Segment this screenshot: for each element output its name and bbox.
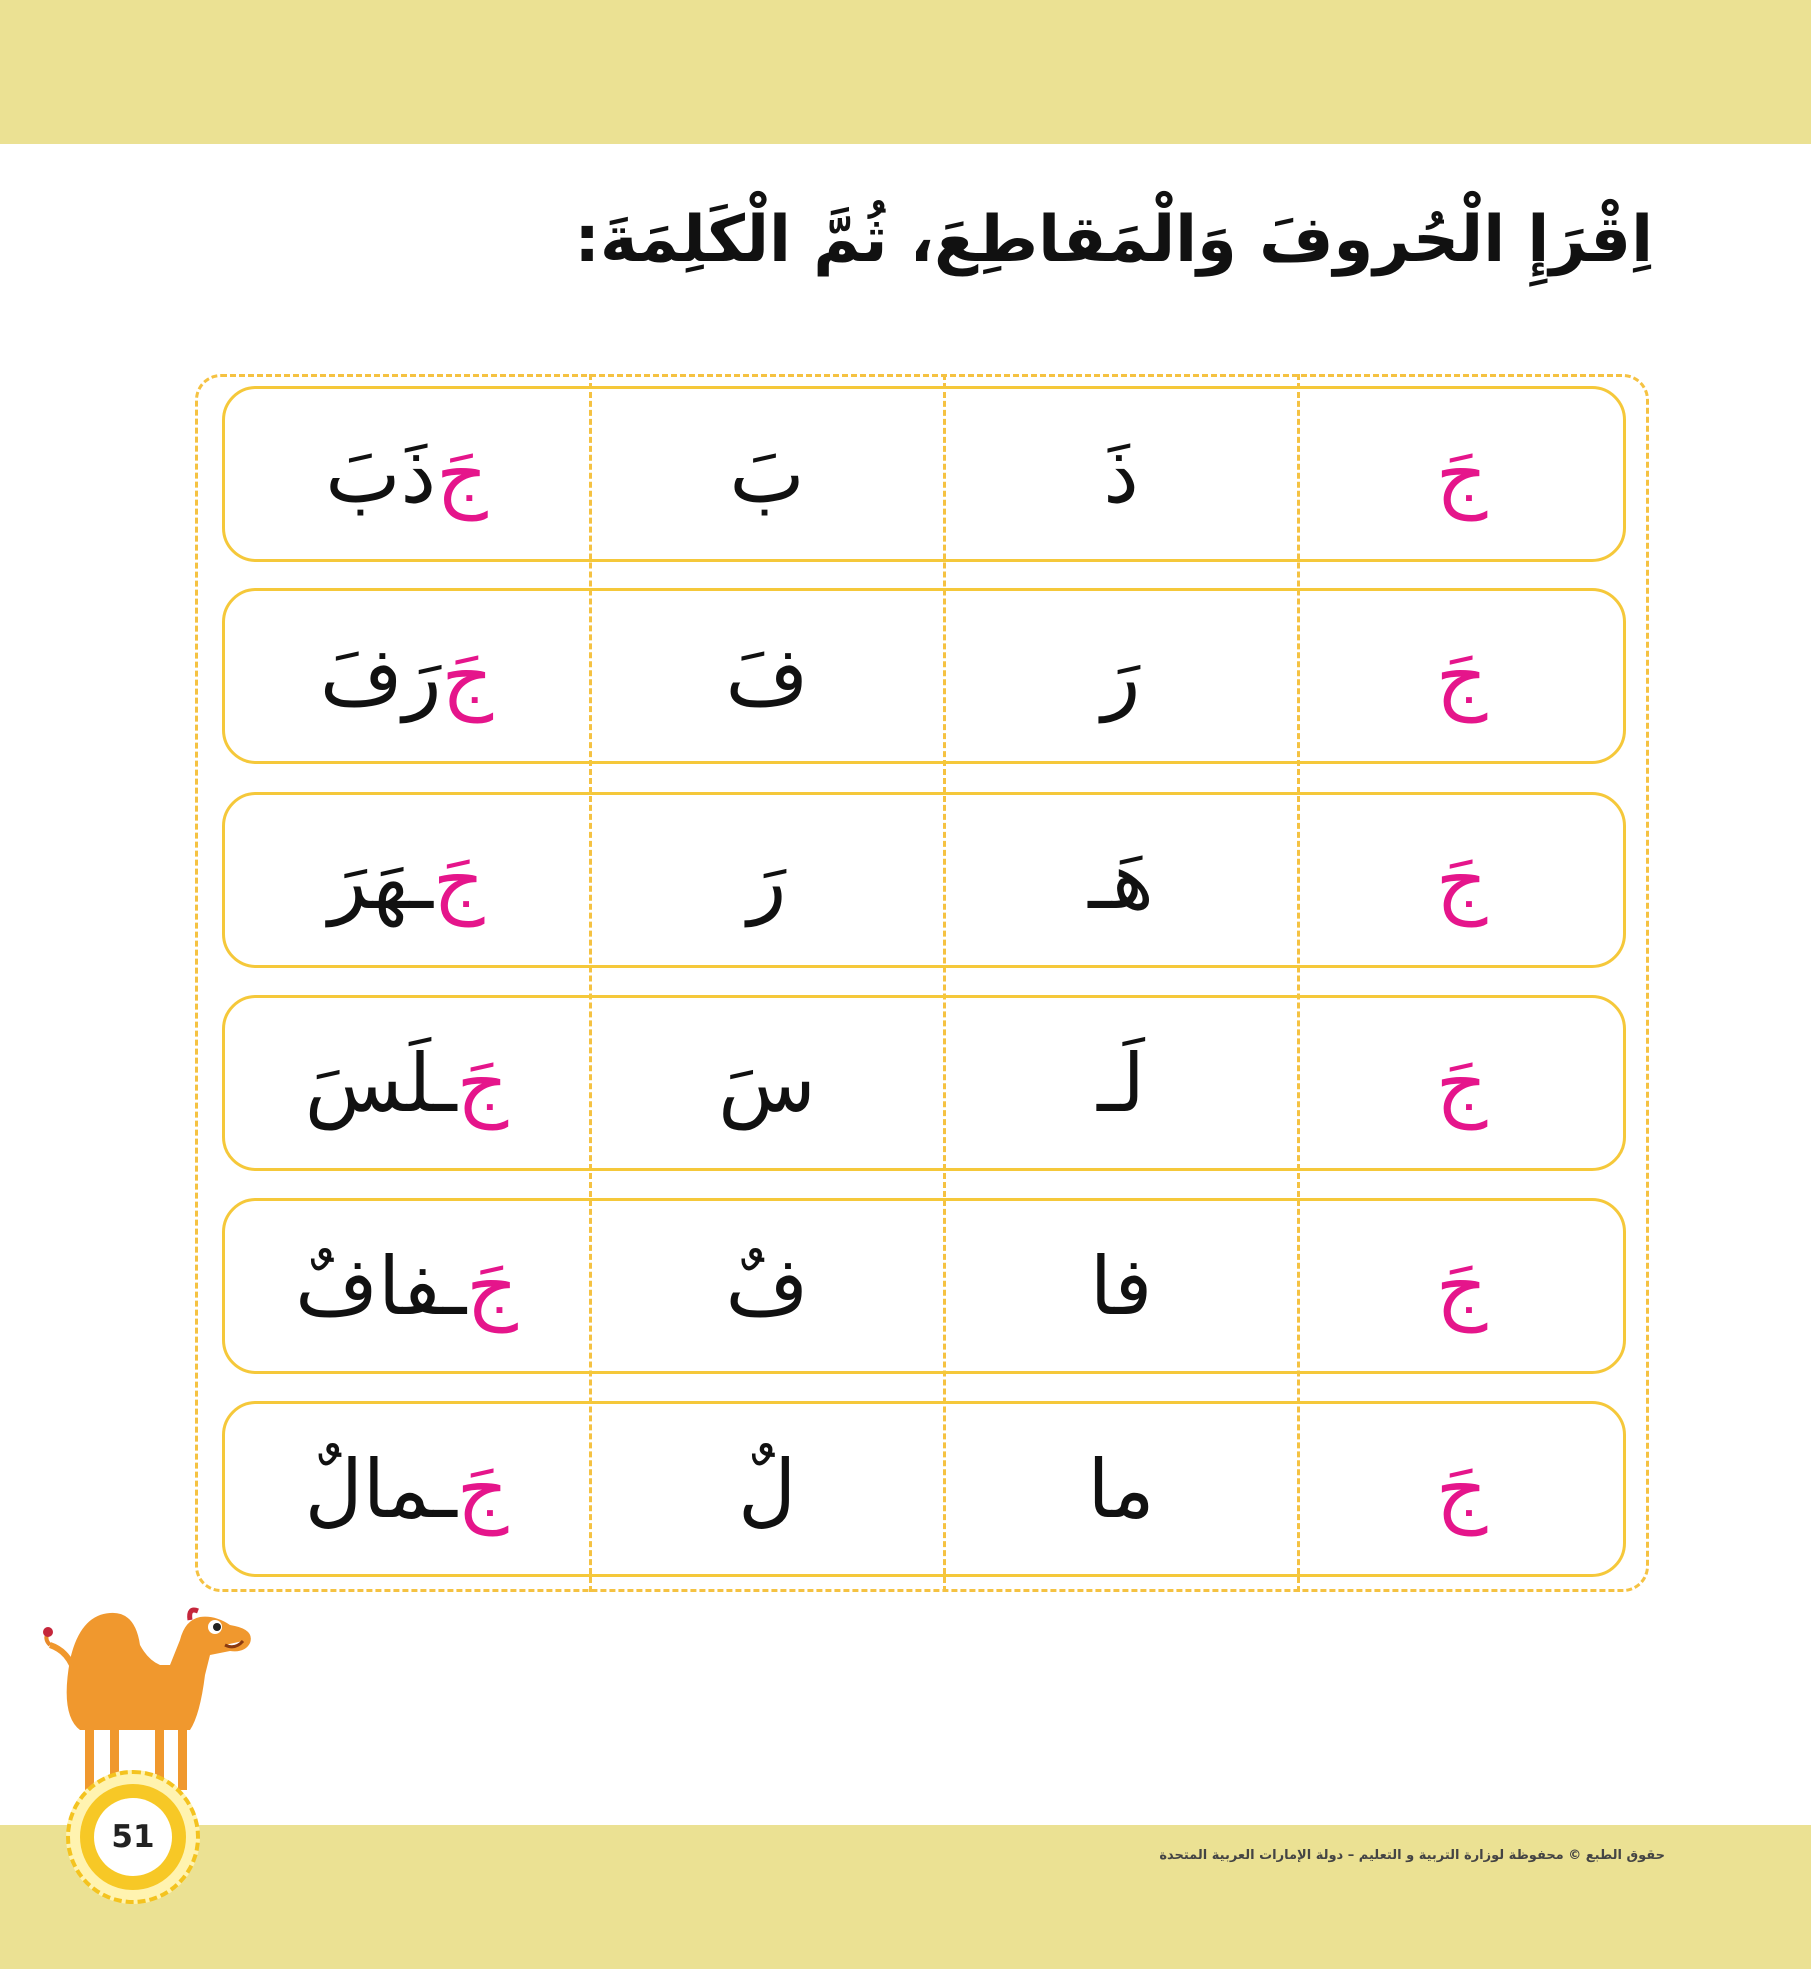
page-number-badge bbox=[66, 1770, 200, 1904]
syllable-cell: ما bbox=[1087, 1442, 1155, 1536]
instruction-heading: اِقْرَإِ الْحُروفَ وَالْمَقاطِعَ، ثُمَّ الْكَلِمَةَ: bbox=[574, 203, 1653, 277]
letter-cell: جَ bbox=[1435, 427, 1488, 521]
word-cell bbox=[224, 1198, 589, 1374]
word-prefix: جَ bbox=[456, 1036, 509, 1130]
word-cell bbox=[224, 386, 589, 562]
syllable-cell: رَ bbox=[1101, 629, 1141, 723]
syllable-cell: فَ bbox=[725, 629, 809, 723]
letter-cell: جَ bbox=[1435, 629, 1488, 723]
footer-band bbox=[0, 1825, 1811, 1969]
word-cell bbox=[224, 995, 589, 1171]
word-prefix: جَ bbox=[456, 1442, 509, 1536]
syllable-cell: رَ bbox=[747, 833, 787, 927]
letter-cell: جَ bbox=[1435, 1036, 1488, 1130]
letter-cell: جَ bbox=[1435, 833, 1488, 927]
word-cell bbox=[224, 1401, 589, 1577]
syllable-cell: بَ bbox=[729, 427, 805, 521]
page-number: 51 bbox=[94, 1798, 172, 1876]
letter-cell: جَ bbox=[1435, 1442, 1488, 1536]
word-rest: ـمالٌ bbox=[304, 1442, 457, 1536]
word-rest: رَفَ bbox=[319, 629, 442, 723]
syllable-cell: ذَ bbox=[1103, 427, 1139, 521]
word-prefix: جَ bbox=[466, 1239, 518, 1333]
syllable-cell: سَ bbox=[718, 1036, 816, 1130]
syllable-cell: فا bbox=[1089, 1239, 1153, 1333]
word-prefix: جَ bbox=[432, 833, 485, 927]
camel-icon bbox=[40, 1605, 280, 1795]
syllable-cell: لَـ bbox=[1097, 1036, 1145, 1130]
word-cell bbox=[224, 792, 589, 968]
header-band bbox=[0, 0, 1811, 144]
letter-cell: جَ bbox=[1435, 1239, 1488, 1333]
copyright-notice: حقوق الطبع © محفوظة لوزارة التربية و التعليم – دولة الإمارات العربية المتحدة bbox=[1159, 1848, 1665, 1863]
word-rest: ذَبَ bbox=[325, 427, 437, 521]
word-rest: ـلَسَ bbox=[304, 1036, 457, 1130]
syllable-cell: هَـ bbox=[1088, 833, 1154, 927]
syllable-cell: فٌ bbox=[725, 1239, 809, 1333]
word-prefix: جَ bbox=[436, 427, 488, 521]
page-number-ring bbox=[80, 1784, 186, 1890]
word-rest: ـهَرَ bbox=[328, 833, 433, 927]
word-rest: ـفافٌ bbox=[295, 1239, 467, 1333]
word-prefix: جَ bbox=[441, 629, 494, 723]
syllable-cell: لٌ bbox=[737, 1442, 797, 1536]
word-cell bbox=[224, 588, 589, 764]
